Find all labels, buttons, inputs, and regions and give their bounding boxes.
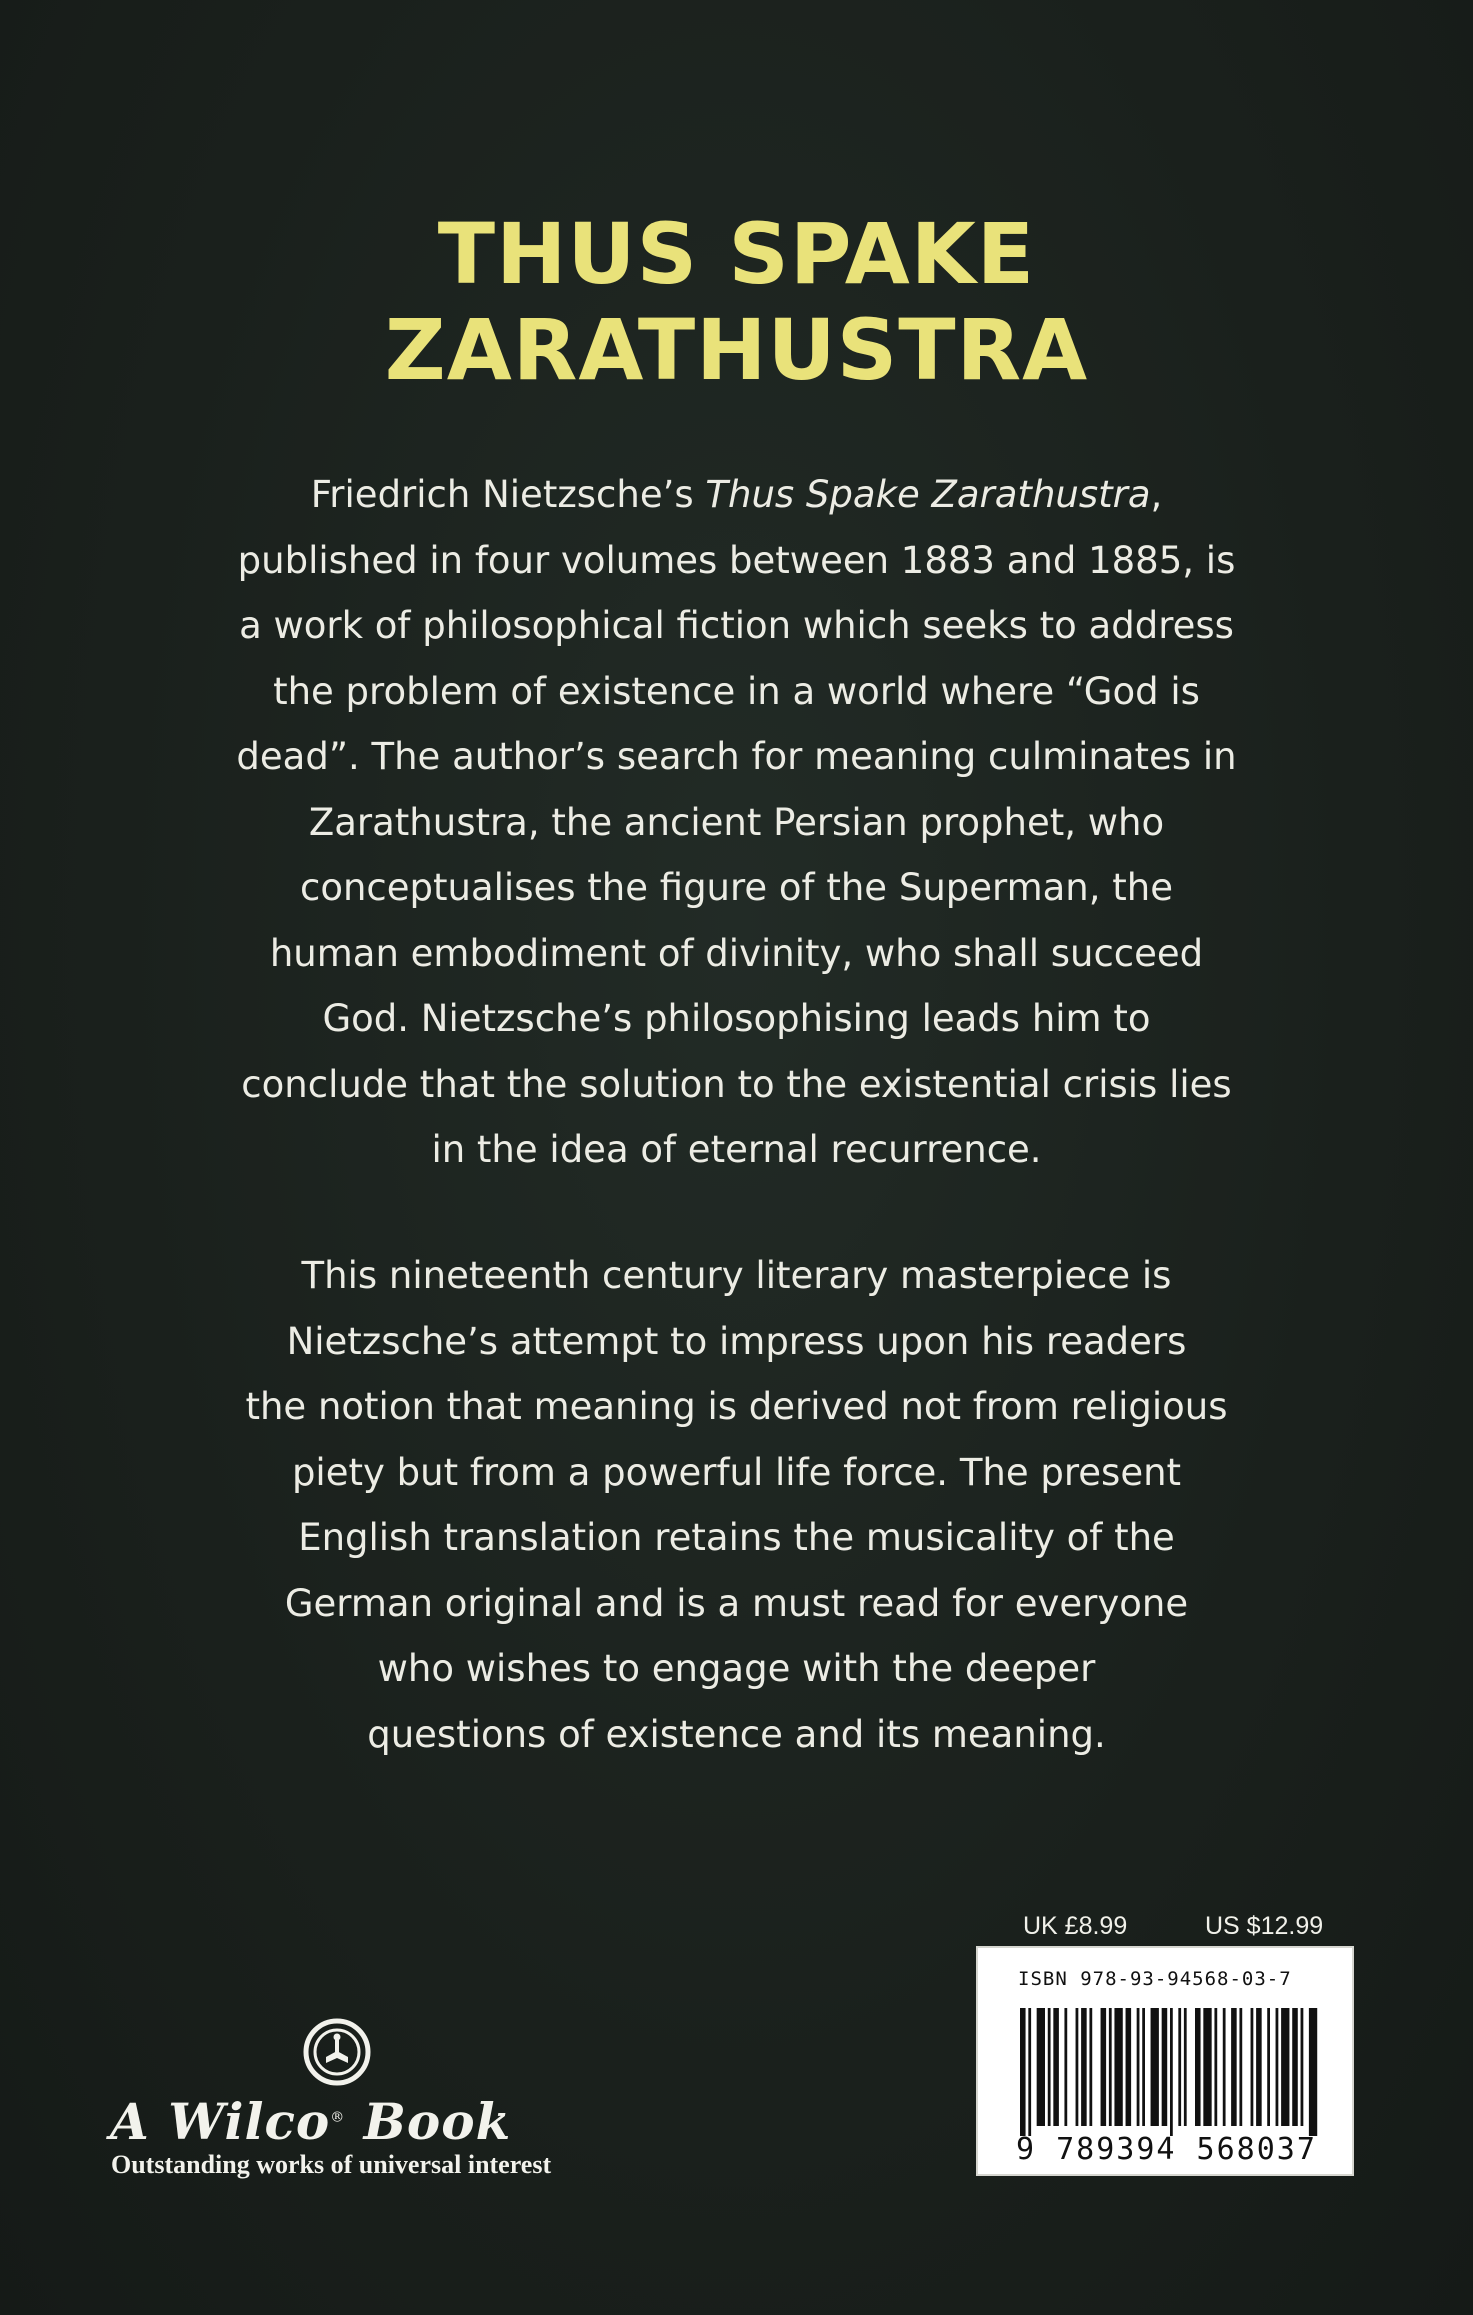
barcode-bar (1142, 2008, 1145, 2126)
blurb-line: piety but from a powerful life force. The present (291, 1450, 1182, 1494)
title-line-2: ZARATHUSTRA (384, 301, 1089, 399)
barcode-bar (1292, 2008, 1298, 2126)
barcode-bar (1281, 2008, 1289, 2126)
barcode-bar (1184, 2008, 1187, 2126)
registered-mark: ® (330, 2109, 346, 2126)
barcode-bar (1020, 2008, 1026, 2136)
barcode-bar (1170, 2008, 1173, 2136)
blurb-line: English translation retains the musicality of the (298, 1516, 1175, 1559)
barcode-bar (1137, 2008, 1140, 2126)
logo-word-a: A (110, 2092, 169, 2151)
price-row (975, 1912, 1355, 1948)
barcode-bar (1114, 2008, 1122, 2126)
blurb-line: the problem of existence in a world where “God is (273, 669, 1200, 713)
blurb-text: , (1150, 473, 1163, 516)
barcode-bar (1214, 2008, 1217, 2126)
blurb-line: a work of philosophical fiction which seeks to address (239, 604, 1234, 647)
book-title-italic: Thus Spake Zarathustra (705, 473, 1151, 516)
barcode-bar (1109, 2008, 1112, 2126)
price-uk: UK £8.99 (1023, 1912, 1128, 1940)
title-line-1: THUS SPAKE (437, 205, 1036, 303)
blurb-line: God. Nietzsche’s philosophising leads him to (322, 997, 1151, 1040)
barcode-bar (1162, 2008, 1168, 2126)
ean-number: 9 789394 568037 (1016, 2132, 1317, 2167)
barcode-bar (1231, 2008, 1237, 2126)
blurb-line: in the idea of eternal recurrence. (431, 1128, 1042, 1171)
barcode-bar (1053, 2008, 1059, 2126)
barcode-bar (1048, 2008, 1051, 2126)
barcode-bar (1267, 2008, 1270, 2126)
publisher-logo-text (110, 2092, 590, 2151)
blurb-line: human embodiment of divinity, who shall succeed (269, 931, 1204, 975)
logo-word-wilco: Wilco (168, 2092, 331, 2151)
blurb-line: This nineteenth century literary masterpiece is (301, 1254, 1172, 1297)
barcode-bar (1064, 2008, 1067, 2126)
barcode-bar (1126, 2008, 1132, 2126)
barcode-bar (1256, 2008, 1262, 2126)
barcode-bar (1223, 2008, 1226, 2126)
book-emblem-icon (302, 2017, 372, 2087)
blurb-paragraph-2 (150, 1243, 1323, 1767)
barcode-bar (1203, 2008, 1211, 2126)
price-us: US $12.99 (1205, 1912, 1324, 1940)
barcode-bar (1239, 2008, 1242, 2126)
barcode-bar (1081, 2008, 1087, 2126)
blurb-line (150, 462, 1323, 528)
blurb-line: questions of existence and its meaning. (367, 1712, 1106, 1756)
blurb-text: Friedrich Nietzsche’s (310, 473, 706, 516)
barcode-bar (1178, 2008, 1181, 2126)
barcode-bar (1309, 2008, 1317, 2136)
blurb-line: who wishes to engage with the deeper (377, 1647, 1096, 1690)
blurb-line: the notion that meaning is derived not from religious (245, 1385, 1228, 1428)
barcode-bars-icon (1020, 2008, 1320, 2136)
blurb-line: dead”. The author’s search for meaning culminates in (236, 735, 1237, 778)
blurb-line: Zarathustra, the ancient Persian prophet, who (308, 800, 1165, 844)
barcode-bar (1195, 2008, 1201, 2126)
blurb-line: German original and is a must read for everyone (284, 1581, 1189, 1625)
isbn-label: ISBN 978-93-94568-03-7 (1018, 1968, 1292, 1990)
barcode-bar (1276, 2008, 1279, 2126)
barcode-bar (1028, 2008, 1031, 2136)
barcode-bar (1037, 2008, 1045, 2126)
barcode-bar (1301, 2008, 1304, 2126)
blurb-paragraph-1 (150, 462, 1323, 1183)
logo-word-book: Book (345, 2092, 512, 2151)
barcode-bar (1251, 2008, 1254, 2126)
blurb-line: published in four volumes between 1883 and 1885, is (237, 538, 1236, 582)
barcode-bar (1076, 2008, 1079, 2126)
blurb-line: conceptualises the figure of the Superman, the (299, 866, 1173, 909)
barcode-bar (1089, 2008, 1092, 2126)
blurb-line: conclude that the solution to the existential crisis lies (241, 1062, 1232, 1106)
barcode-bar (1101, 2008, 1107, 2126)
barcode-bar (1151, 2008, 1159, 2126)
barcode-box (976, 1946, 1354, 2176)
publisher-tagline: Outstanding works of universal interest (111, 2150, 552, 2179)
blurb-line: Nietzsche’s attempt to impress upon his readers (286, 1319, 1187, 1363)
